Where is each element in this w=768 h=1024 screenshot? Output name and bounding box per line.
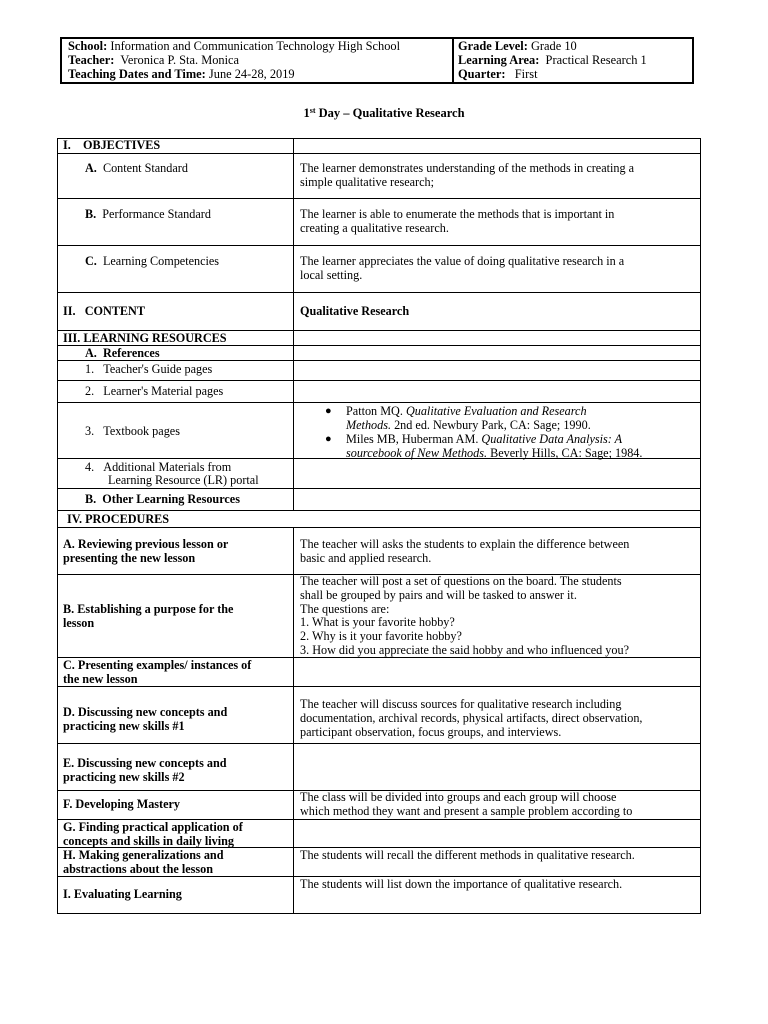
other-resources-label: B. Other Learning Resources: [85, 492, 240, 506]
proc-b-text-4: 1. What is your favorite hobby?: [300, 615, 455, 629]
proc-b-text-3: The questions are:: [300, 602, 390, 616]
dates-line: Teaching Dates and Time: June 24-28, 2019: [68, 67, 295, 81]
competencies-text-2: local setting.: [300, 268, 363, 282]
proc-a-text-1: The teacher will asks the students to explain the difference between: [300, 537, 630, 551]
proc-e-label-1: E. Discussing new concepts and: [63, 756, 227, 770]
proc-i-text: The students will list down the importance of qualitative research.: [300, 877, 623, 891]
content-value: Qualitative Research: [300, 304, 410, 318]
performance-standard-text-1: The learner is able to enumerate the methods that is important in: [300, 207, 615, 221]
teachers-guide-label: 1. Teacher's Guide pages: [85, 362, 213, 376]
proc-c-label-1: C. Presenting examples/ instances of: [63, 658, 252, 672]
content-standard-label: A. Content Standard: [85, 161, 188, 175]
proc-f-text-2: which method they want and present a sample problem according to: [300, 804, 633, 818]
textbook-label: 3. Textbook pages: [85, 424, 180, 438]
proc-h-label-1: H. Making generalizations and: [63, 848, 224, 862]
proc-d-text-3: participant observation, focus groups, and interviews.: [300, 725, 562, 739]
additional-materials-label-1: 4. Additional Materials from: [85, 460, 232, 474]
textbook-ref-1-line-1: Patton MQ. Qualitative Evaluation and Research: [346, 404, 587, 418]
performance-standard-label: B. Performance Standard: [85, 207, 211, 221]
grade-line: Grade Level: Grade 10: [458, 39, 577, 53]
quarter-line: Quarter: First: [458, 67, 538, 81]
objectives-heading: I. OBJECTIVES: [63, 138, 161, 152]
procedures-heading: IV. PROCEDURES: [67, 512, 170, 526]
proc-d-label-2: practicing new skills #1: [63, 719, 185, 733]
competencies-label: C. Learning Competencies: [85, 254, 220, 268]
proc-d-label-1: D. Discussing new concepts and: [63, 705, 228, 719]
proc-d-text-1: The teacher will discuss sources for qualitative research including: [300, 697, 622, 711]
textbook-ref-1-line-2: Methods. 2nd ed. Newbury Park, CA: Sage; 1990.: [346, 418, 591, 432]
textbook-ref-2-line-2: sourcebook of New Methods. Beverly Hills, CA: Sage; 1984.: [346, 446, 643, 460]
proc-i-label: I. Evaluating Learning: [63, 887, 182, 901]
performance-standard-text-2: creating a qualitative research.: [300, 221, 449, 235]
proc-b-label-1: B. Establishing a purpose for the: [63, 602, 234, 616]
proc-h-label-2: abstractions about the lesson: [63, 862, 213, 876]
proc-e-label-2: practicing new skills #2: [63, 770, 185, 784]
content-heading: II. CONTENT: [63, 304, 145, 318]
proc-b-text-1: The teacher will post a set of questions on the board. The students: [300, 574, 622, 588]
proc-f-text-1: The class will be divided into groups and each group will choose: [300, 790, 617, 804]
proc-a-label-1: A. Reviewing previous lesson or: [63, 537, 229, 551]
proc-g-label-1: G. Finding practical application of: [63, 820, 243, 834]
proc-b-text-2: shall be grouped by pairs and will be tasked to answer it.: [300, 588, 577, 602]
header-info-table: [60, 37, 694, 84]
proc-b-text-5: 2. Why is it your favorite hobby?: [300, 629, 462, 643]
proc-h-text: The students will recall the different methods in qualitative research.: [300, 848, 635, 862]
school-line: School: Information and Communication Technology High School: [68, 39, 401, 53]
proc-g-label-2: concepts and skills in daily living: [63, 834, 235, 848]
proc-a-text-2: basic and applied research.: [300, 551, 432, 565]
teacher-line: Teacher: Veronica P. Sta. Monica: [68, 53, 240, 67]
proc-c-label-2: the new lesson: [63, 672, 138, 686]
bullet-icon: ●: [325, 433, 332, 445]
textbook-ref-2-line-1: Miles MB, Huberman AM. Qualitative Data Analysis: A: [346, 432, 623, 446]
learners-material-label: 2. Learner's Material pages: [85, 384, 224, 398]
resources-heading: III. LEARNING RESOURCES: [63, 331, 227, 345]
bullet-icon: ●: [325, 405, 332, 417]
content-standard-text-2: simple qualitative research;: [300, 175, 435, 189]
page-title: 1st Day – Qualitative Research: [303, 106, 465, 120]
proc-b-text-6: 3. How did you appreciate the said hobby and who influenced you?: [300, 643, 629, 657]
proc-a-label-2: presenting the new lesson: [63, 551, 196, 565]
content-standard-text-1: The learner demonstrates understanding of the methods in creating a: [300, 161, 635, 175]
references-label: A. References: [85, 346, 160, 360]
lesson-plan-table: [57, 138, 701, 913]
proc-d-text-2: documentation, archival records, physical artifacts, direct observation,: [300, 711, 643, 725]
proc-b-label-2: lesson: [63, 616, 95, 630]
header-divider: [452, 39, 454, 82]
additional-materials-label-2: Learning Resource (LR) portal: [108, 473, 259, 487]
proc-f-label: F. Developing Mastery: [63, 797, 181, 811]
competencies-text-1: The learner appreciates the value of doing qualitative research in a: [300, 254, 625, 268]
area-line: Learning Area: Practical Research 1: [458, 53, 647, 67]
